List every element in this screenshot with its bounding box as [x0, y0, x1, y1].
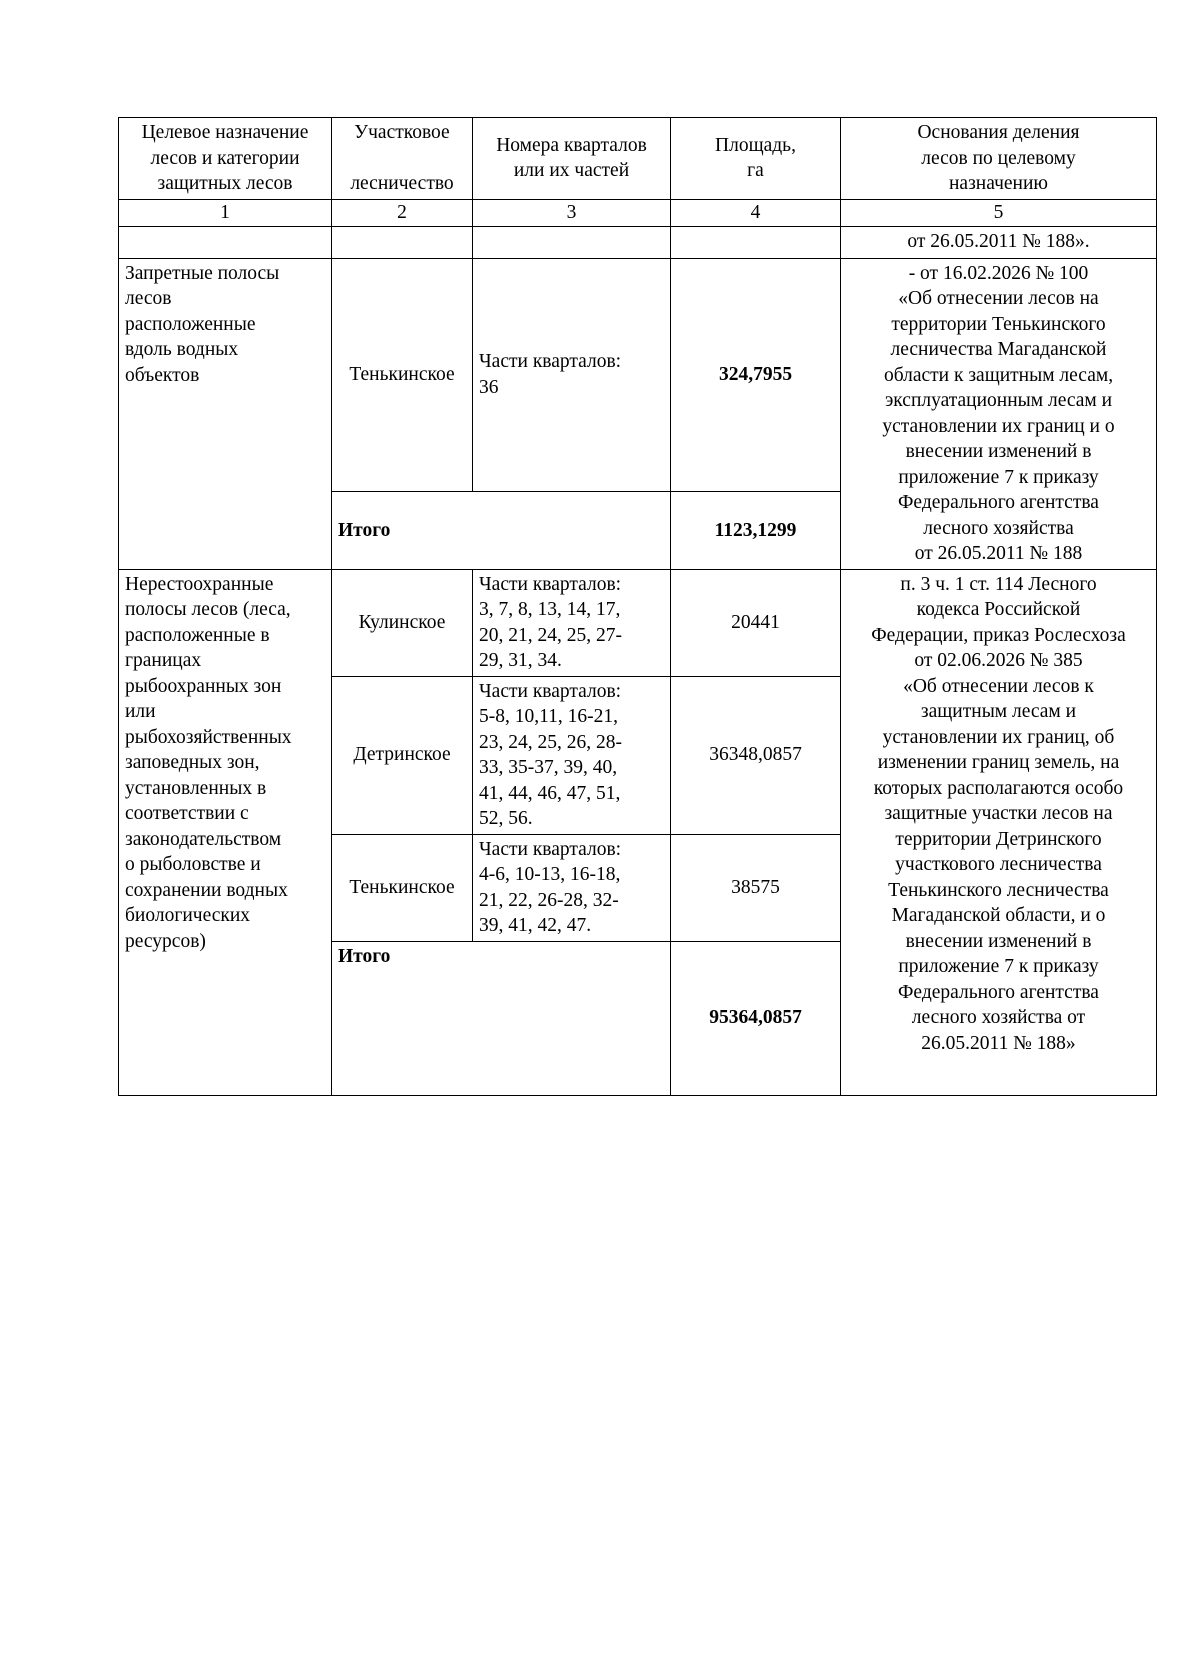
- district-cell: Кулинское: [332, 569, 473, 676]
- cont-empty-4: [671, 226, 841, 258]
- header-blocks: Номера кварталов или их частей: [473, 118, 671, 200]
- header-purpose: Целевое назначение лесов и категории защитных лесов: [119, 118, 332, 200]
- category-spawning-strips: Нерестоохранные полосы лесов (леса, расположенные в границах рыбоохранных зон или рыбохозяйственных заповедных зон, установленных в соответствии с законодательством о рыболовстве и сохранении водных биологических ресурсов): [119, 569, 332, 1095]
- total-label: Итого: [332, 492, 671, 569]
- col-number-3: 3: [473, 199, 671, 226]
- header-basis: Основания деления лесов по целевому назначению: [841, 118, 1157, 200]
- category-restricted-strips: Запретные полосы лесов расположенные вдоль водных объектов: [119, 258, 332, 569]
- column-number-row: [119, 199, 1157, 226]
- col-number-5: 5: [841, 199, 1157, 226]
- table-row: [119, 569, 1157, 676]
- col-number-4: 4: [671, 199, 841, 226]
- cont-basis: от 26.05.2011 № 188».: [841, 226, 1157, 258]
- blocks-cell: Части кварталов: 36: [473, 258, 671, 492]
- col-number-1: 1: [119, 199, 332, 226]
- cont-empty-2: [332, 226, 473, 258]
- total-label: Итого: [332, 941, 671, 1095]
- table-row: [119, 258, 1157, 492]
- col-number-2: 2: [332, 199, 473, 226]
- area-cell: 36348,0857: [671, 676, 841, 834]
- total-area: 95364,0857: [671, 941, 841, 1095]
- header-area: Площадь, га: [671, 118, 841, 200]
- district-cell: Детринское: [332, 676, 473, 834]
- blocks-cell: Части кварталов: 4-6, 10-13, 16-18, 21, 22, 26-28, 32- 39, 41, 42, 47.: [473, 834, 671, 941]
- cont-empty-3: [473, 226, 671, 258]
- district-cell: Тенькинское: [332, 834, 473, 941]
- district-cell: Тенькинское: [332, 258, 473, 492]
- area-cell: 38575: [671, 834, 841, 941]
- basis-cell: п. 3 ч. 1 ст. 114 Лесного кодекса Российской Федерации, приказ Рослесхоза от 02.06.2026 № 385 «Об отнесении лесов к защитным лесам и установлении их границ, об изменении границ земель, на которых располагаются особо защитные участки лесов на территории Детринского участкового лесничества Тенькинского лесничества Магаданской области, и о внесении изменений в приложение 7 к приказу Федерального агентства лесного хозяйства от 26.05.2011 № 188»: [841, 569, 1157, 1095]
- total-area: 1123,1299: [671, 492, 841, 569]
- basis-cell: - от 16.02.2026 № 100 «Об отнесении лесов на территории Тенькинского лесничества Магаданской области к защитным лесам, эксплуатационным лесам и установлении их границ и о внесении изменений в приложение 7 к приказу Федерального агентства лесного хозяйства от 26.05.2011 № 188: [841, 258, 1157, 569]
- continuation-row: [119, 226, 1157, 258]
- table-header-row: [119, 118, 1157, 200]
- blocks-cell: Части кварталов: 5-8, 10,11, 16-21, 23, 24, 25, 26, 28- 33, 35-37, 39, 40, 41, 44, 46, 47, 51, 52, 56.: [473, 676, 671, 834]
- forest-purpose-table: [118, 117, 1157, 1096]
- blocks-cell: Части кварталов: 3, 7, 8, 13, 14, 17, 20, 21, 24, 25, 27- 29, 31, 34.: [473, 569, 671, 676]
- cont-empty-1: [119, 226, 332, 258]
- header-district: Участковое лесничество: [332, 118, 473, 200]
- area-cell: 324,7955: [671, 258, 841, 492]
- area-cell: 20441: [671, 569, 841, 676]
